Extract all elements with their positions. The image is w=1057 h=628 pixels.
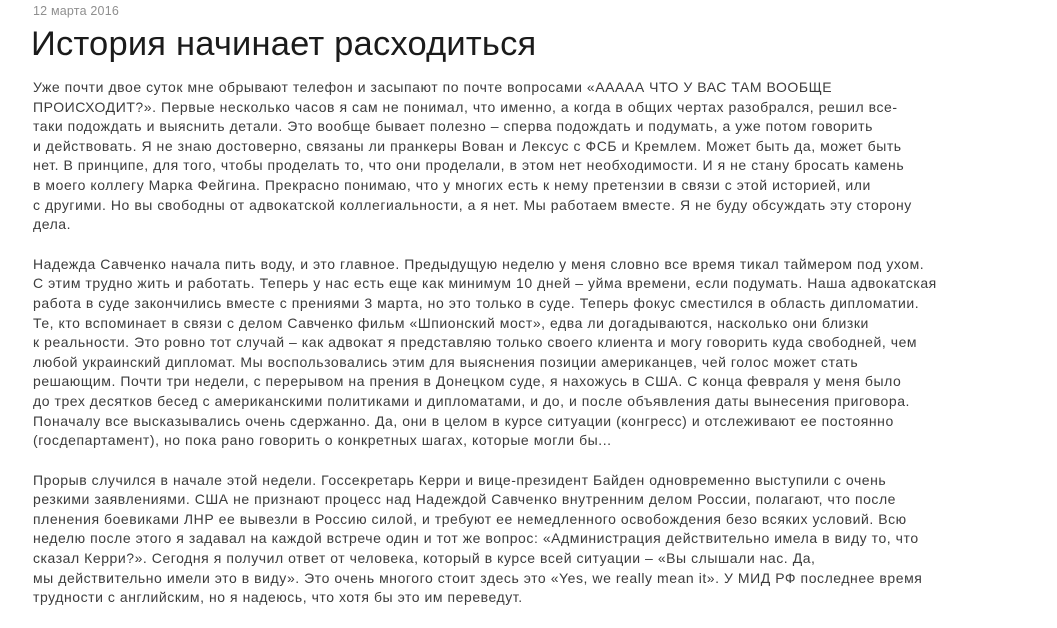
text-line: к реальности. Это ровно тот случай – как адвокат я представляю только своего клиента и могу говорить куда свободней, чем	[33, 334, 918, 351]
text-line: неделю после этого я задавал на каждой встрече один и тот же вопрос: «Администрация действительно имела в виду то, что	[33, 530, 919, 547]
text-line: Поначалу все высказывались очень сдержанно. Да, они в целом в курсе ситуации (конгресс) и отслеживают ее постоянно	[33, 412, 894, 429]
text-line: таки подождать и выяснить детали. Это вообще бывает полезно – сперва подождать и подумать, а уже потом говорить	[33, 118, 873, 135]
text-line: (госдепартамент), но пока рано говорить о конкретных шагах, которые могли бы...	[33, 432, 612, 449]
text-line: решающим. Почти три недели, с перерывом на прения в Донецком суде, я нахожусь в США. С конца февраля у меня было	[33, 373, 902, 390]
text-line: пленения боевиками ЛНР ее вывезли в Россию силой, и требуют ее немедленного освобождения безо всяких условий. Всю	[33, 510, 907, 527]
text-line: нет. В принципе, для того, чтобы проделать то, что они проделали, в этом нет необходимости. И я не стану бросать камень	[33, 157, 905, 174]
text-line: резкими заявлениями. США не признают процесс над Надеждой Савченко внутренним делом России, полагают, что после	[33, 491, 897, 508]
text-line: Прорыв случился в начале этой недели. Госсекретарь Керри и вице-президент Байден одновременно выступили с очень	[33, 471, 887, 488]
article-title: История начинает расходиться	[31, 25, 537, 63]
text-line: дела.	[33, 216, 72, 233]
text-line: ПРОИСХОДИТ?». Первые несколько часов я сам не понимал, что именно, а когда в общих чертах разобрался, решил все-	[33, 98, 898, 115]
text-line: и действовать. Я не знаю достоверно, связаны ли пранкеры Вован и Лексус с ФСБ и Кремлем. Может быть да, может быть	[33, 137, 902, 154]
article-body	[33, 78, 1033, 628]
text-line: работа в суде закончились вместе с прениями 3 марта, но это только в суде. Теперь фокус сместился в область дипломатии.	[33, 294, 920, 311]
text-line: Надежда Савченко начала пить воду, и это главное. Предыдущую неделю у меня словно все время тикал таймером под ухом.	[33, 255, 925, 272]
text-line: мы действительно имели это в виду». Это очень многого стоит здесь это «Yes, we really mean it». У МИД РФ последнее время	[33, 569, 923, 586]
article-date: 12 марта 2016	[33, 4, 120, 18]
paragraph	[33, 471, 1033, 608]
text-line: трудности с английским, но я надеюсь, что хотя бы это им переведут.	[33, 589, 523, 606]
text-line: сказал Керри?». Сегодня я получил ответ от человека, который в курсе всей ситуации – «Вы слышали нас. Да,	[33, 550, 816, 567]
text-line: Уже почти двое суток мне обрывают телефон и засыпают по почте вопросами «ААААА ЧТО У ВАС ТАМ ВООБЩЕ	[33, 79, 833, 95]
text-line: С этим трудно жить и работать. Теперь у нас есть еще как минимум 10 дней – уйма времени, если подумать. Наша адвокатская	[33, 275, 937, 292]
text-line: с другими. Но вы свободны от адвокатской коллегиальности, а я нет. Мы работаем вместе. Я не буду обсуждать эту сторону	[33, 196, 912, 213]
text-line: в моего коллегу Марка Фейгина. Прекрасно понимаю, что у многих есть к нему претензии в связи с этой историей, или	[33, 176, 871, 193]
text-line: любой украинский дипломат. Мы воспользовались этим для выяснения позиции американцев, чей голос может стать	[33, 353, 859, 370]
paragraph	[33, 255, 1033, 451]
paragraph	[33, 78, 1033, 235]
text-line: Те, кто вспоминает в связи с делом Савченко фильм «Шпионский мост», едва ли догадываются, насколько они близки	[33, 314, 869, 331]
text-line: до трех десятков бесед с американскими политиками и дипломатами, и до, и после объявления даты вынесения приговора.	[33, 392, 910, 409]
